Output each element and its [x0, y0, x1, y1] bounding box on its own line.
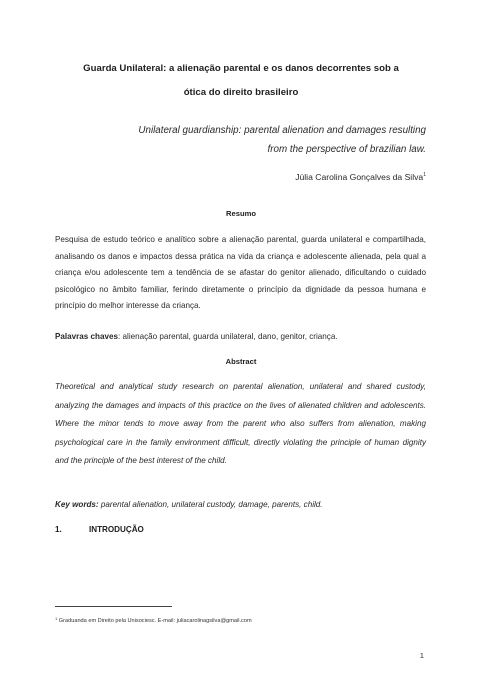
abstract-text: Theoretical and analytical study research on parental alienation, unilateral and shared custody, analyzing the damages and impacts of this practice on the lives of alienated children and adolescents. Where the minor tends to move away from the parent who also suffers from alienation, making psychological care in the family environment difficult, directly violating the principle of human dignity and the principle of the best interest of the child. — [55, 382, 426, 466]
key-words-label: Key words: — [55, 500, 99, 509]
paper-title-line-2: ótica do direito brasileiro — [183, 87, 299, 98]
footnote — [55, 616, 252, 624]
resumo-text: Pesquisa de estudo teórico e analítico sobre a alienação parental, guarda unilateral e compartilhada, analisando os danos e impactos dessa prática na vida da criança e adolescente alienada, pela qual a criança e/ou adolescente tem a tendência de se afastar do genitor alienado, dificultando o cuidado psicológico no âmbito familiar, ferindo diretamente o princípio da dignidade da pessoa humana e princípio do melhor interesse da criança. — [55, 235, 426, 311]
resumo-heading: Resumo — [226, 209, 256, 218]
english-title — [66, 121, 426, 159]
english-title-line-1: Unilateral guardianship: parental alienation and damages resulting — [138, 125, 426, 136]
section-heading — [55, 525, 144, 534]
abstract-heading: Abstract — [225, 357, 257, 366]
palavras-chaves — [55, 332, 426, 341]
page-number: 1 — [419, 651, 424, 660]
author-line — [295, 172, 426, 182]
paper-title — [60, 57, 422, 105]
key-words-list: parental alienation, unilateral custody, damage, parents, child. — [98, 500, 323, 509]
footnote-text: Graduanda em Direito pela Unisociesc. E-mail: juliacarolinagsilva@gmail.com — [57, 618, 252, 624]
author-footnote-mark: 1 — [423, 172, 426, 178]
footnote-divider — [55, 606, 172, 607]
paper-title-line-1: Guarda Unilateral: a alienação parental e os danos decorrentes sob a — [83, 63, 399, 74]
palavras-chaves-label: Palavras chaves — [55, 332, 119, 341]
author-name: Júlia Carolina Gonçalves da Silva — [295, 172, 424, 182]
palavras-chaves-list: : alienação parental, guarda unilateral, dano, genitor, criança. — [118, 332, 338, 341]
footnote-mark: 1 — [55, 616, 58, 621]
english-title-line-2: from the perspective of brazilian law. — [267, 144, 426, 155]
section-number: 1. — [55, 525, 62, 534]
key-words — [55, 500, 426, 509]
section-title: INTRODUÇÃO — [89, 525, 144, 534]
